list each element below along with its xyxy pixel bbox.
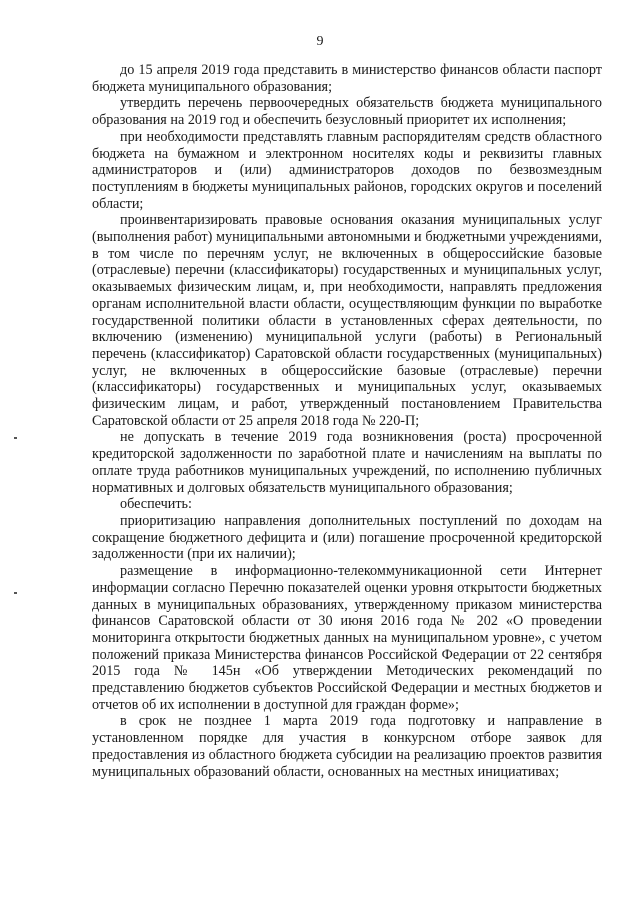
paragraph-overdue-debt: не допускать в течение 2019 года возникновения (роста) просроченной кредиторской задолженности по заработной плате и начислениям на выплаты по оплате труда работников муниципальных учреждений, по исполнению публичных нормативных и долговых обязательств муниципального образования;	[92, 429, 602, 496]
paragraph-income-codes: при необходимости представлять главным распорядителям средств областного бюджета на бумажном и электронном носителях коды и реквизиты главных администраторов и (или) администраторов доходов по безвозмездным поступлениям в бюджеты муниципальных районов, городских округов и поселений области;	[92, 128, 602, 212]
scan-margin-mark	[14, 437, 17, 439]
page-number: 9	[316, 34, 324, 49]
paragraph-passport-deadline: до 15 апреля 2019 года представить в министерство финансов области паспорт бюджета муниципального образования;	[92, 62, 602, 95]
paragraph-prioritization: приоритизацию направления дополнительных поступлений по доходам на сокращение бюджетного дефицита и (или) погашение просроченной кредиторской задолженности (при их наличии);	[92, 512, 602, 563]
scan-margin-mark	[14, 592, 17, 594]
paragraph-inventory-legal-basis: проинвентаризировать правовые основания оказания муниципальных услуг (выполнения работ) муниципальными автономными и бюджетными учреждениями, в том числе по перечням услуг, не включенных в общероссийские базовые (отраслевые) перечни (классификаторы) государственных и муниципальных услуг, оказываемых физическим лицам, и, при необходимости, направлять предложения органам исполнительной власти области, осуществляющим функции по выработке государственной политики области в установленных сферах деятельности, по включению (изменению) муниципальной услуги (работы) в Региональный перечень (классификатор) Саратовской области государственных (муниципальных) услуг, не включенных в общероссийские базовые (отраслевые) перечни (классификаторы) государственных и муниципальных услуг, оказываемых физическим лицам, и работ, утвержденный постановлением Правительства Саратовской области от 25 апреля 2018 года № 220-П;	[92, 212, 602, 429]
paragraph-priority-obligations: утвердить перечень первоочередных обязательств бюджета муниципального образования на 2019 год и обеспечить безусловный приоритет их исполнения;	[92, 95, 602, 129]
paragraph-contest-applications: в срок не позднее 1 марта 2019 года подготовку и направление в установленном порядке для участия в конкурсном отборе заявок для предоставления из областного бюджета субсидии на реализацию проектов развития муниципальных образований области, основанных на местных инициативах;	[92, 713, 602, 780]
paragraph-ensure: обеспечить:	[120, 496, 192, 513]
paragraph-internet-publication: размещение в информационно-телекоммуникационной сети Интернет информации согласно Перечню показателей оценки уровня открытости бюджетных данных в муниципальных образованиях, утвержденному приказом министерства финансов Саратовской области от 30 июня 2016 года № 202 «О проведении мониторинга открытости бюджетных данных на муниципальном уровне», с учетом положений приказа Министерства финансов Российской Федерации от 22 сентября 2015 года № 145н «Об утверждении Методических рекомендаций по представлению бюджетов субъектов Российской Федерации и местных бюджетов и отчетов об их исполнении в доступной для граждан форме»;	[92, 563, 602, 713]
document-body	[92, 62, 602, 780]
